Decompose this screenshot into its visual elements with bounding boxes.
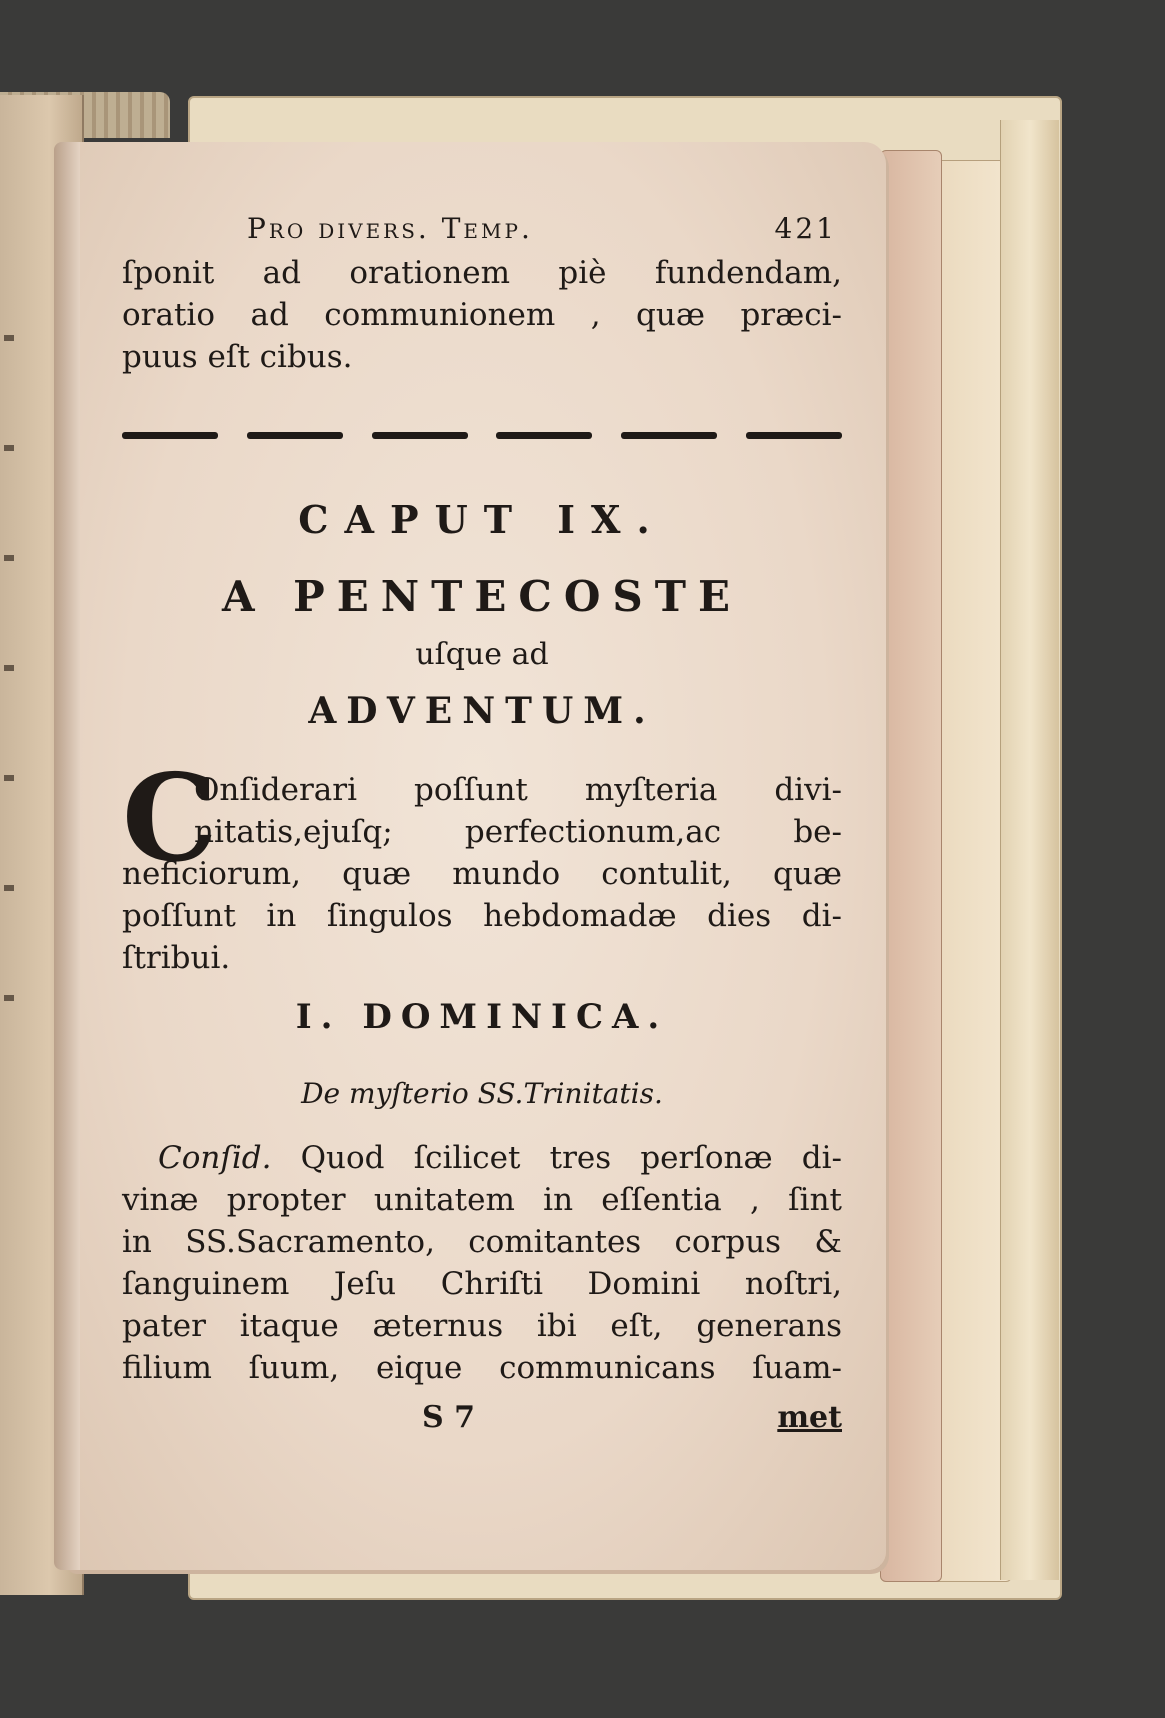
chapter-title-line-3: ADVENTUM. bbox=[308, 690, 656, 732]
signature-mark: S 7 bbox=[422, 1400, 475, 1435]
section-subheading: De myſterio SS.Trinitatis. bbox=[301, 1077, 663, 1110]
text-line: poſſunt in ſingulos hebdomadæ dies di- bbox=[122, 898, 842, 934]
page-footer bbox=[122, 1400, 842, 1440]
text-line: ſanguinem Jeſu Chriſti Domini noſtri, bbox=[122, 1266, 842, 1302]
text-line: ſtribui. bbox=[122, 940, 231, 976]
text-line: puus eſt cibus. bbox=[122, 339, 353, 375]
text-line: vinæ propter unitatem in eſſentia , ſint bbox=[122, 1182, 842, 1218]
running-head bbox=[247, 212, 837, 252]
top-paragraph bbox=[122, 252, 842, 378]
intro-paragraph bbox=[122, 748, 842, 979]
cover-edge bbox=[1000, 120, 1059, 1580]
left-page-text-edge bbox=[4, 275, 14, 1075]
text-line: in SS.Sacramento, comitantes corpus & bbox=[122, 1224, 842, 1260]
text-line: oratio ad communionem , quæ præci- bbox=[122, 297, 842, 333]
page-stack-inner bbox=[880, 150, 942, 1582]
printed-page bbox=[64, 142, 886, 1570]
catchword: met bbox=[777, 1400, 842, 1435]
text-line bbox=[122, 1137, 842, 1179]
chapter-title-line-1: A PENTECOSTE bbox=[221, 572, 743, 621]
text-line: Onſiderari poſſunt myſteria divi- bbox=[194, 772, 842, 808]
text-line: pater itaque æternus ibi eſt, generans bbox=[122, 1308, 842, 1344]
consid-lead: Conſid. bbox=[158, 1140, 272, 1176]
text-line: filium ſuum, eique communicans ſuam- bbox=[122, 1350, 842, 1386]
section-heading: I. DOMINICA. bbox=[295, 997, 669, 1037]
text-line: ſponit ad orationem piè fundendam, bbox=[122, 255, 842, 291]
chapter-title-line-2: uſque ad bbox=[415, 637, 549, 672]
chapter-number: CAPUT IX. bbox=[298, 497, 666, 542]
page-gutter bbox=[54, 142, 80, 1570]
text-line: neficiorum, quæ mundo contulit, quæ bbox=[122, 856, 842, 892]
consid-first-line: Quod ſcilicet tres perſonæ di- bbox=[300, 1140, 842, 1176]
page-number: 421 bbox=[774, 212, 837, 245]
ornamental-rule bbox=[122, 432, 842, 440]
text-line: nitatis,ejuſq; perfectionum,ac be- bbox=[194, 814, 842, 850]
drop-cap: C bbox=[122, 748, 218, 889]
running-title: Pro divers. Temp. bbox=[247, 212, 533, 245]
consid-paragraph bbox=[122, 1137, 842, 1389]
